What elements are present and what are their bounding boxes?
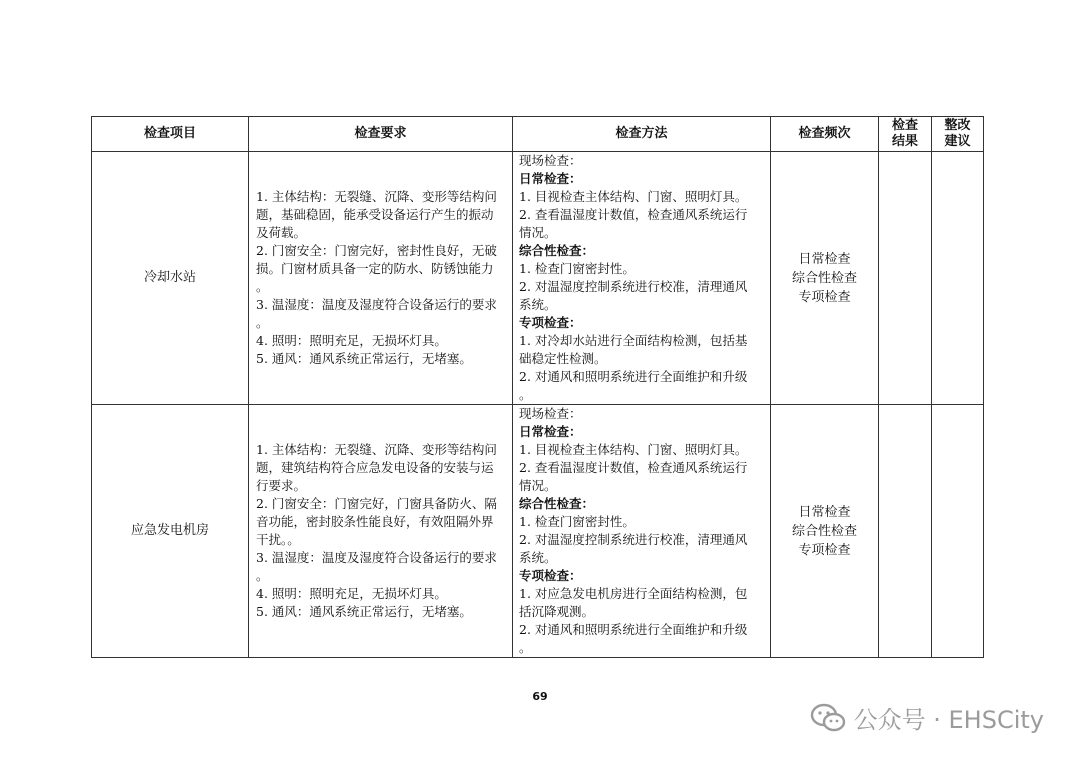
inspection-table bbox=[91, 116, 984, 658]
method-line: 2. 对通风和照明系统进行全面维护和升级 bbox=[519, 369, 748, 384]
requirement-line: 3. 温湿度：温度及湿度符合设备运行的要求 bbox=[256, 297, 497, 312]
frequency-line: 日常检查 bbox=[798, 251, 851, 267]
requirement-line: 。 bbox=[256, 279, 269, 294]
header-advice-line-2: 建议 bbox=[944, 134, 971, 149]
requirement-line: 题，建筑结构符合应急发电设备的安装与运 bbox=[256, 460, 494, 475]
requirement-line: 音功能，密封胶条性能良好，有效阻隔外界 bbox=[256, 514, 494, 529]
table-row bbox=[92, 152, 984, 405]
method-line: 1. 检查门窗密封性。 bbox=[519, 514, 635, 529]
requirement-line: 行要求。 bbox=[256, 478, 307, 493]
method-line: 2. 对温湿度控制系统进行校准，清理通风 bbox=[519, 279, 748, 294]
header-advice-line-1: 整改 bbox=[944, 118, 971, 133]
method-line: 1. 对冷却水站进行全面结构检测，包括基 bbox=[519, 333, 748, 348]
cell-item: 应急发电机房 bbox=[92, 405, 249, 658]
requirement-line: 4. 照明：照明充足，无损坏灯具。 bbox=[256, 586, 447, 601]
method-line: 2. 查看温湿度计数值，检查通风系统运行 bbox=[519, 207, 748, 222]
method-line: 系统。 bbox=[519, 297, 557, 312]
wechat-icon bbox=[810, 703, 846, 733]
method-line: 。 bbox=[519, 387, 532, 402]
method-line: 情况。 bbox=[519, 225, 557, 240]
requirement-line: 5. 通风：通风系统正常运行，无堵塞。 bbox=[256, 604, 472, 619]
method-subheading: 日常检查： bbox=[519, 424, 582, 439]
requirement-line: 5. 通风：通风系统正常运行，无堵塞。 bbox=[256, 351, 472, 366]
header-advice bbox=[932, 117, 984, 152]
header-result-line-1: 检查 bbox=[891, 118, 918, 133]
requirement-line: 4. 照明：照明充足，无损坏灯具。 bbox=[256, 333, 447, 348]
cell-requirements bbox=[249, 152, 513, 405]
cell-method bbox=[513, 405, 771, 658]
method-line: 系统。 bbox=[519, 550, 557, 565]
header-method: 检查方法 bbox=[513, 117, 771, 152]
method-line: 1. 对应急发电机房进行全面结构检测，包 bbox=[519, 586, 748, 601]
cell-item: 冷却水站 bbox=[92, 152, 249, 405]
method-line: 现场检查： bbox=[519, 406, 582, 421]
frequency-line: 日常检查 bbox=[798, 504, 851, 520]
header-requirements: 检查要求 bbox=[249, 117, 513, 152]
table-header-row bbox=[92, 117, 984, 152]
method-line: 2. 查看温湿度计数值，检查通风系统运行 bbox=[519, 460, 748, 475]
frequency-line: 专项检查 bbox=[798, 542, 851, 558]
requirement-line: 2. 门窗安全：门窗完好，门窗具备防火、隔 bbox=[256, 496, 497, 511]
method-line: 础稳定性检测。 bbox=[519, 351, 607, 366]
cell-frequency bbox=[771, 405, 879, 658]
frequency-line: 专项检查 bbox=[798, 289, 851, 305]
method-line: 2. 对温湿度控制系统进行校准，清理通风 bbox=[519, 532, 748, 547]
cell-result[interactable] bbox=[879, 152, 932, 405]
frequency-line: 综合性检查 bbox=[791, 523, 857, 539]
method-subheading: 专项检查： bbox=[519, 315, 582, 330]
header-frequency: 检查频次 bbox=[771, 117, 879, 152]
method-line: 现场检查： bbox=[519, 153, 582, 168]
requirement-line: 题，基础稳固，能承受设备运行产生的振动 bbox=[256, 207, 494, 222]
requirement-line: 1. 主体结构：无裂缝、沉降、变形等结构问 bbox=[256, 442, 497, 457]
requirement-line: 3. 温湿度：温度及湿度符合设备运行的要求 bbox=[256, 550, 497, 565]
method-line: 。 bbox=[519, 640, 532, 655]
method-line: 1. 检查门窗密封性。 bbox=[519, 261, 635, 276]
method-subheading: 综合性检查： bbox=[519, 496, 595, 511]
cell-frequency bbox=[771, 152, 879, 405]
requirement-line: 。 bbox=[256, 315, 269, 330]
method-subheading: 专项检查： bbox=[519, 568, 582, 583]
method-line: 1. 目视检查主体结构、门窗、照明灯具。 bbox=[519, 189, 748, 204]
watermark bbox=[810, 700, 1044, 735]
header-result bbox=[879, 117, 932, 152]
requirement-line: 。 bbox=[256, 568, 269, 583]
header-item: 检查项目 bbox=[92, 117, 249, 152]
requirement-line: 损。门窗材质具备一定的防水、防锈蚀能力 bbox=[256, 261, 494, 276]
requirement-line: 2. 门窗安全：门窗完好，密封性良好，无破 bbox=[256, 243, 497, 258]
method-subheading: 日常检查： bbox=[519, 171, 582, 186]
method-line: 1. 目视检查主体结构、门窗、照明灯具。 bbox=[519, 442, 748, 457]
page-number: 69 bbox=[532, 690, 548, 703]
watermark-text: 公众号 · EHSCity bbox=[853, 706, 1044, 734]
cell-requirements bbox=[249, 405, 513, 658]
cell-advice[interactable] bbox=[932, 152, 984, 405]
table-row bbox=[92, 405, 984, 658]
cell-result[interactable] bbox=[879, 405, 932, 658]
method-line: 情况。 bbox=[519, 478, 557, 493]
requirement-line: 1. 主体结构：无裂缝、沉降、变形等结构问 bbox=[256, 189, 497, 204]
header-result-line-2: 结果 bbox=[891, 134, 918, 149]
cell-method bbox=[513, 152, 771, 405]
method-line: 括沉降观测。 bbox=[519, 604, 595, 619]
method-line: 2. 对通风和照明系统进行全面维护和升级 bbox=[519, 622, 748, 637]
cell-advice[interactable] bbox=[932, 405, 984, 658]
method-subheading: 综合性检查： bbox=[519, 243, 595, 258]
requirement-line: 及荷载。 bbox=[256, 225, 307, 240]
requirement-line: 干扰。。 bbox=[256, 532, 300, 547]
frequency-line: 综合性检查 bbox=[791, 270, 857, 286]
